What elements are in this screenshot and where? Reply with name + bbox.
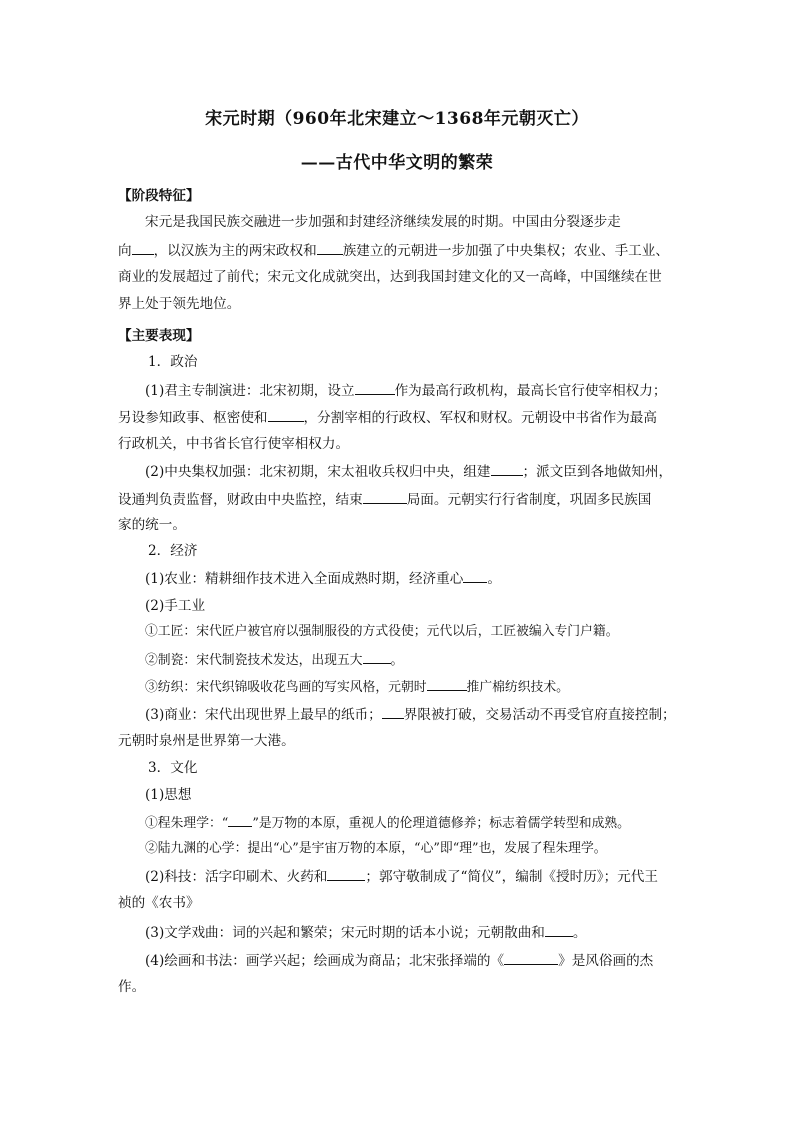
culture-item-line: (1)思想 — [145, 787, 192, 803]
fill-blank[interactable] — [463, 568, 487, 583]
economy-item-line: (3)商业：宋代出现世界上最早的纸币； 界限被打破，交易活动不再受官府直接控制； — [145, 704, 680, 725]
politics-item-line: 另设参知政事、枢密使和 ，分割宰相的行政权、军权和财权。元朝设中书省作为最高 — [118, 407, 680, 428]
culture-item-line: (4)绘画和书法：画学兴起；绘画成为商品；北宋张择端的《 》是风俗画的杰 — [145, 950, 680, 971]
fill-blank[interactable] — [355, 380, 395, 395]
culture-item-line: 作。 — [118, 979, 146, 995]
section-heading-economy: 2．经济 — [148, 543, 198, 559]
fill-blank[interactable] — [132, 240, 154, 255]
culture-item-line: (3)文学戏曲：词的兴起和繁荣；宋元时期的话本小说；元朝散曲和 。 — [145, 922, 680, 943]
culture-item-line: ②陆九渊的心学：提出“心”是宇宙万物的本原，“心”即“理”也，发展了程朱理学。 — [145, 841, 607, 856]
economy-item-line: (1)农业：精耕细作技术进入全面成熟时期，经济重心 。 — [145, 568, 680, 589]
fill-blank[interactable] — [504, 950, 558, 965]
economy-item-line: 元朝时泉州是世界第一大港。 — [118, 733, 295, 749]
section-heading-politics: 1．政治 — [148, 354, 198, 370]
page-title: 宋元时期（960年北宋建立～1368年元朝灭亡） — [205, 109, 589, 129]
fill-blank[interactable] — [545, 922, 573, 937]
economy-item-line: (2)手工业 — [145, 598, 206, 614]
fill-blank[interactable] — [491, 461, 523, 476]
politics-item-line: (2)中央集权加强：北宋初期，宋太祖收兵权归中央，组建 ；派文臣到各地做知州， — [145, 461, 680, 482]
fill-blank[interactable] — [327, 866, 365, 881]
stage-heading: 【阶段特征】 — [118, 188, 200, 204]
stage-paragraph-line: 向 ，以汉族为主的两宋政权和 族建立的元朝进一步加强了中央集权；农业、手工业、 — [118, 240, 680, 261]
fill-blank[interactable] — [427, 676, 467, 691]
page-subtitle: ——古代中华文明的繁荣 — [300, 153, 494, 173]
section-heading-culture: 3．文化 — [148, 760, 198, 776]
politics-item-line: (1)君主专制演进：北宋初期，设立 作为最高行政机构，最高长官行使宰相权力； — [145, 380, 680, 401]
stage-paragraph-line: 界上处于领先地位。 — [118, 296, 241, 312]
culture-item-line: 祯的《农书》 — [118, 895, 200, 911]
fill-blank[interactable] — [363, 489, 407, 504]
fill-blank[interactable] — [382, 704, 404, 719]
politics-item-line: 行政机关，中书省长官行使宰相权力。 — [118, 436, 350, 452]
politics-item-line: 设通判负责监督，财政由中央监控，结束 局面。元朝实行行省制度，巩固多民族国 — [118, 489, 680, 510]
stage-paragraph-line: 宋元是我国民族交融进一步加强和封建经济继续发展的时期。中国由分裂逐步走 — [145, 214, 621, 230]
economy-item-line: ①工匠：宋代匠户被官府以强制服役的方式役使；元代以后，工匠被编入专门户籍。 — [145, 624, 619, 639]
culture-item-line: (2)科技：活字印刷术、火药和 ；郭守敬制成了“简仪”，编制《授时历》；元代王 — [145, 866, 680, 887]
economy-item-line: ②制瓷：宋代制瓷技术发达，出现五大 。 — [145, 649, 680, 671]
fill-blank[interactable] — [268, 407, 304, 422]
fill-blank[interactable] — [363, 649, 391, 664]
economy-item-line: ③纺织：宋代织锦吸收花鸟画的写实风格，元朝时 推广棉纺织技术。 — [145, 676, 680, 698]
main-heading: 【主要表现】 — [118, 328, 200, 344]
politics-item-line: 家的统一。 — [118, 517, 186, 533]
fill-blank[interactable] — [317, 240, 343, 255]
stage-paragraph-line: 商业的发展超过了前代；宋元文化成就突出，达到我国封建文化的又一高峰，中国继续在世 — [118, 269, 662, 285]
culture-item-line: ①程朱理学：“ ”是万物的本原，重视人的伦理道德修养；标志着儒学转型和成熟。 — [145, 812, 680, 834]
fill-blank[interactable] — [228, 812, 252, 827]
